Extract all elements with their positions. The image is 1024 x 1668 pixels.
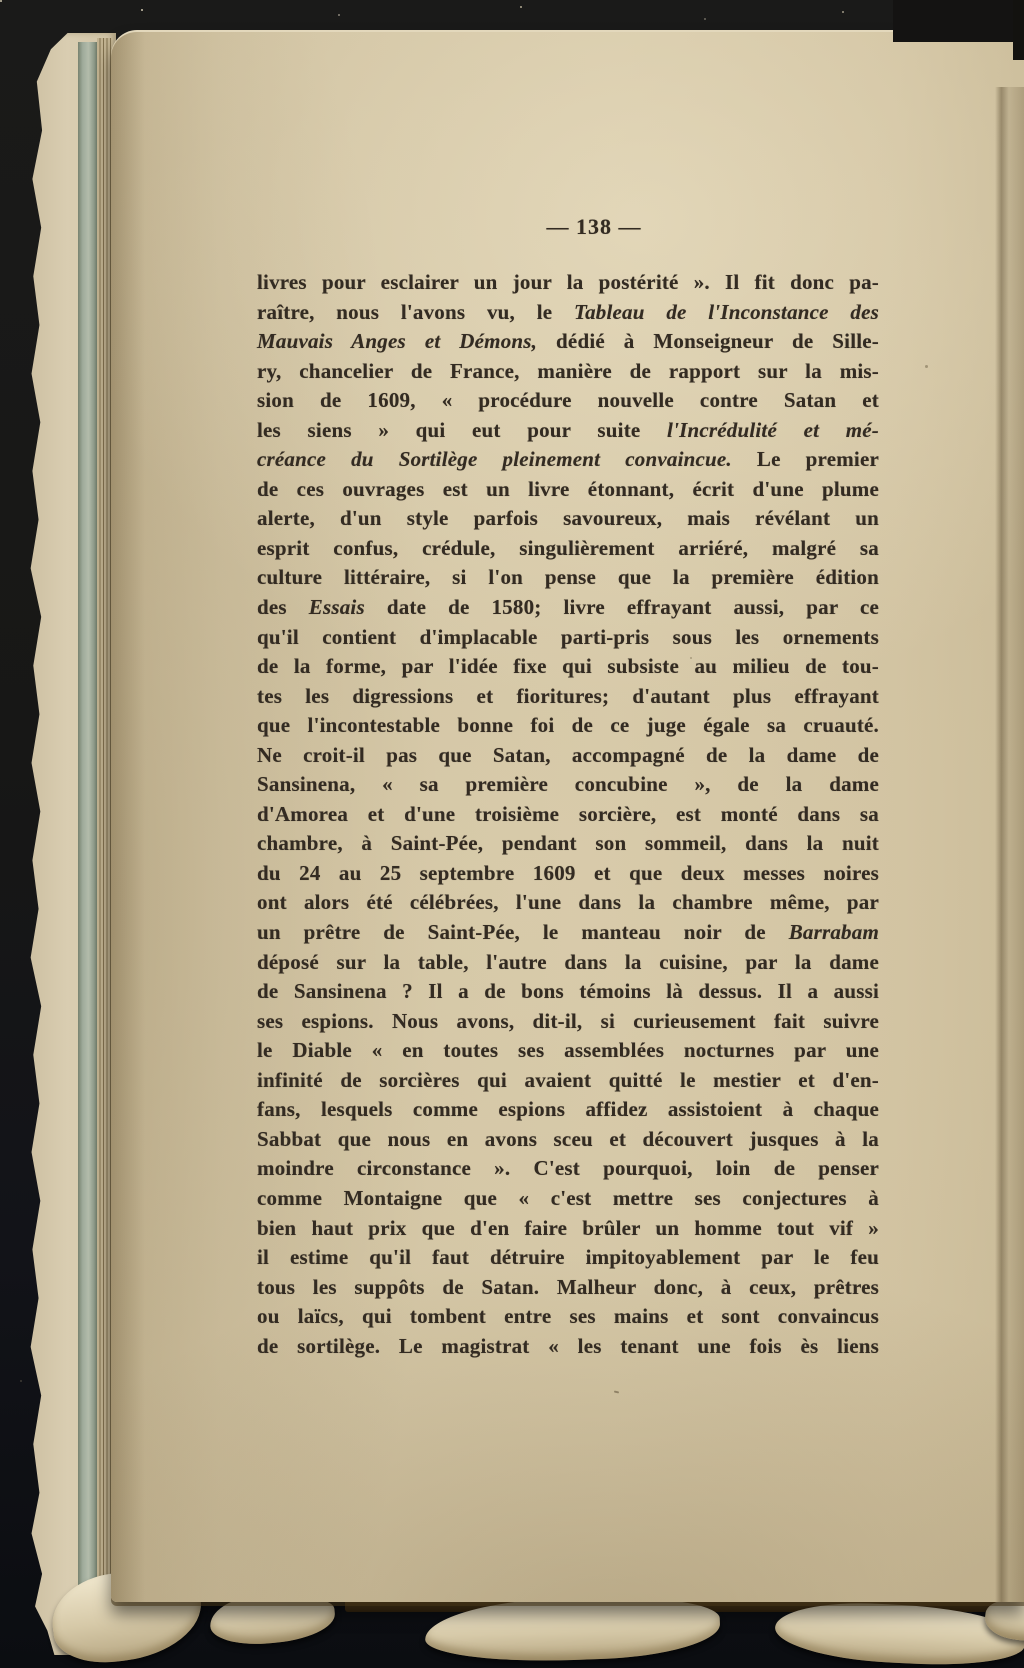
text-line [257,357,879,387]
italic-text-segment: l'Incrédulité et mé- [667,417,879,442]
text-line [257,1036,879,1066]
text-line [257,800,879,830]
text-line [257,386,879,416]
text-segment: Sansinena, « sa première concubine », de la dame [257,772,879,797]
text-line [257,563,879,593]
text-line [257,977,879,1007]
italic-text-segment: Barrabam [788,920,879,945]
text-line [257,1302,879,1332]
text-segment: dédié à Monseigneur de Sille- [537,329,879,354]
text-line [257,1332,879,1362]
backdrop-notch [893,0,1024,42]
text-segment: de Sansinena ? Il a de bons témoins là dessus. Il a aussi [257,979,879,1004]
text-segment: Le premier [731,447,879,472]
text-line [257,268,879,298]
text-line [257,770,879,800]
text-line [257,1095,879,1125]
text-segment: du 24 au 25 septembre 1609 et que deux messes noires [257,860,879,885]
text-line [257,1243,879,1273]
text-segment: date de 1580; livre effrayant aussi, par ce [364,595,879,620]
text-segment: déposé sur la table, l'autre dans la cuisine, par la dame [257,949,879,974]
text-segment: ont alors été célébrées, l'une dans la chambre même, par [257,890,879,915]
text-segment: sion de 1609, « procédure nouvelle contre Satan et [257,388,879,413]
text-line [257,1007,879,1037]
body-text [257,268,879,1361]
text-segment: il estime qu'il faut détruire impitoyablement par le feu [257,1245,879,1270]
page-edges-band [78,42,97,1590]
text-line [257,1214,879,1244]
text-line [257,918,879,948]
text-line [257,1125,879,1155]
text-segment: ou laïcs, qui tombent entre ses mains et sont convaincus [257,1304,879,1329]
text-segment: de sortilège. Le magistrat « les tenant une fois ès liens [257,1333,879,1358]
text-segment: raître, nous l'avons vu, le [257,299,574,324]
text-segment: alerte, d'un style parfois savoureux, mais révélant un [257,506,879,531]
text-line [257,623,879,653]
paper-speck [614,1391,619,1394]
text-line [257,859,879,889]
dust-speckles [0,0,2,2]
text-segment: livres pour esclairer un jour la postérité ». Il fit donc pa- [257,270,879,294]
text-line [257,741,879,771]
text-segment: fans, lesquels comme espions affidez assistoient à chaque [257,1097,879,1122]
page-number: — 138 — [546,214,642,239]
text-segment: chambre, à Saint-Pée, pendant son sommeil, dans la nuit [257,831,879,856]
text-segment: culture littéraire, si l'on pense que la première édition [257,565,879,590]
text-line [257,1184,879,1214]
text-segment: les siens » qui eut pour suite [257,417,668,442]
text-line [257,652,879,682]
text-line [257,298,879,328]
text-segment: Sabbat que nous en avons sceu et découvert jusques à la [257,1126,879,1151]
text-segment: ses espions. Nous avons, dit-il, si curieusement fait suivre [257,1008,879,1033]
text-line [257,534,879,564]
text-segment: tes les digressions et fioritures; d'autant plus effrayant [257,683,879,708]
text-segment: moindre circonstance ». C'est pourquoi, loin de penser [257,1156,879,1181]
text-line [257,327,879,357]
text-line [257,711,879,741]
text-segment: infinité de sorcières qui avaient quitté le mestier et d'en- [257,1067,879,1092]
text-segment: d'Amorea et d'une troisième sorcière, est monté dans sa [257,801,879,826]
text-segment: bien haut prix que d'en faire brûler un homme tout vif » [257,1215,879,1240]
text-segment: tous les suppôts de Satan. Malheur donc, à ceux, prêtres [257,1274,879,1299]
text-segment: Ne croit-il pas que Satan, accompagné de la dame de [257,742,879,767]
text-segment: esprit confus, crédule, singulièrement arriéré, malgré sa [257,535,879,560]
text-segment: de la forme, par l'idée fixe qui subsiste au milieu de tou- [257,654,879,679]
text-segment: un prêtre de Saint-Pée, le manteau noir de [257,920,789,945]
paper-speck [925,365,928,368]
page-crease [995,87,1024,1602]
text-segment: comme Montaigne que « c'est mettre ses conjectures à [257,1185,879,1210]
italic-text-segment: Essais [308,595,365,620]
text-line [257,829,879,859]
italic-text-segment: Tableau de l'Inconstance des [573,299,880,324]
italic-text-segment: créance du Sortilège pleinement convaincue. [257,447,732,472]
backdrop-notch [1013,0,1024,60]
book-page [111,30,1024,1602]
text-segment: que l'incontestable bonne foi de ce juge égale sa cruauté. [257,713,879,738]
text-line [257,504,879,534]
text-line [257,445,879,475]
text-segment: des [257,595,309,620]
text-line [257,593,879,623]
text-line [257,948,879,978]
text-line [257,1154,879,1184]
text-line [257,1273,879,1303]
text-segment: de ces ouvrages est un livre étonnant, écrit d'une plume [257,476,879,501]
text-line [257,682,879,712]
text-line [257,416,879,446]
text-line [257,888,879,918]
text-line [257,475,879,505]
text-segment: le Diable « en toutes ses assemblées nocturnes par une [257,1038,879,1063]
text-segment: ry, chancelier de France, manière de rapport sur la mis- [257,358,879,383]
italic-text-segment: Mauvais Anges et Démons, [257,329,538,354]
text-line [257,1066,879,1096]
text-segment: qu'il contient d'implacable parti-pris sous les ornements [257,624,879,649]
